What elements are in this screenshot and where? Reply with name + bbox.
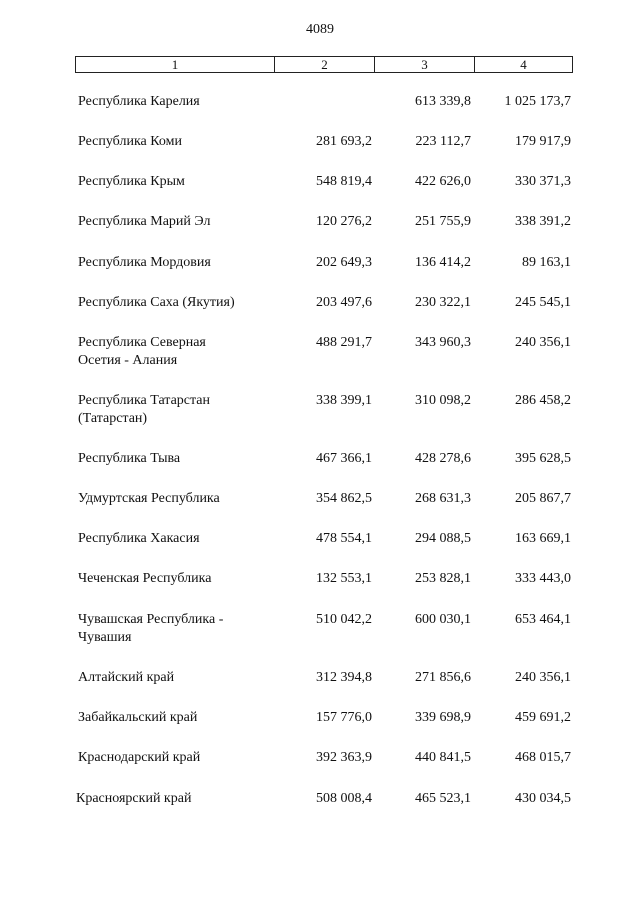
region-name: Чувашская Республика - Чувашия [78,612,224,645]
value-col-3: 428 278,6 [415,451,471,466]
region-name: Чеченская Республика [78,571,212,586]
value-col-2: 510 042,2 [316,612,372,627]
value-col-2: 338 399,1 [316,393,372,408]
region-name: Республика Тыва [78,451,181,466]
value-col-2: 157 776,0 [316,710,372,725]
value-col-2: 354 862,5 [316,491,372,506]
value-col-4: 163 669,1 [515,531,571,546]
value-col-4: 430 034,5 [515,791,571,806]
value-col-4: 653 464,1 [515,612,571,627]
column-header-3: 3 [375,57,475,72]
value-col-4: 338 391,2 [515,214,571,229]
value-col-4: 1 025 173,7 [504,94,571,109]
value-col-3: 136 414,2 [415,255,471,270]
region-name: Республика Коми [78,134,182,149]
value-col-2: 548 819,4 [316,174,372,189]
value-col-3: 440 841,5 [415,750,471,765]
value-col-3: 253 828,1 [415,571,471,586]
column-header-2: 2 [275,57,375,72]
value-col-3: 465 523,1 [415,791,471,806]
page-number: 4089 [306,22,334,37]
value-col-4: 395 628,5 [515,451,571,466]
region-name: Республика Марий Эл [78,214,211,229]
region-name: Республика Татарстан (Татарстан) [78,393,211,426]
region-name: Республика Крым [78,174,185,189]
region-name: Республика Мордовия [78,255,211,270]
region-name: Краснодарский край [78,750,201,765]
value-col-2: 508 008,4 [316,791,372,806]
value-col-3: 271 856,6 [415,670,471,685]
value-col-2: 132 553,1 [316,571,372,586]
value-col-4: 89 163,1 [522,255,571,270]
value-col-3: 268 631,3 [415,491,471,506]
region-name: Алтайский край [78,670,175,685]
value-col-2: 203 497,6 [316,295,372,310]
value-col-3: 613 339,8 [415,94,471,109]
table-header [75,56,573,73]
column-header-4: 4 [520,57,527,72]
value-col-3: 600 030,1 [415,612,471,627]
value-col-4: 245 545,1 [515,295,571,310]
region-name: Республика Карелия [78,94,200,109]
value-col-4: 333 443,0 [515,571,571,586]
value-col-4: 468 015,7 [515,750,571,765]
value-col-4: 330 371,3 [515,174,571,189]
region-name: Республика Хакасия [78,531,200,546]
value-col-3: 251 755,9 [415,214,471,229]
value-col-3: 294 088,5 [415,531,471,546]
region-name: Удмуртская Республика [78,491,220,506]
value-col-4: 205 867,7 [515,491,571,506]
value-col-2: 281 693,2 [316,134,372,149]
value-col-2: 202 649,3 [316,255,372,270]
value-col-2: 478 554,1 [316,531,372,546]
region-name: Красноярский край [76,791,192,806]
value-col-2: 312 394,8 [316,670,372,685]
region-name: Республика Саха (Якутия) [78,295,235,310]
column-header-1: 1 [76,57,275,72]
value-col-3: 223 112,7 [415,134,471,149]
value-col-3: 422 626,0 [415,174,471,189]
value-col-3: 230 322,1 [415,295,471,310]
value-col-4: 240 356,1 [515,670,571,685]
value-col-2: 392 363,9 [316,750,372,765]
value-col-3: 343 960,3 [415,335,471,350]
region-name: Республика Северная Осетия - Алания [78,335,206,368]
region-name: Забайкальский край [78,710,198,725]
value-col-3: 310 098,2 [415,393,471,408]
value-col-3: 339 698,9 [415,710,471,725]
value-col-4: 459 691,2 [515,710,571,725]
value-col-2: 120 276,2 [316,214,372,229]
value-col-4: 240 356,1 [515,335,571,350]
value-col-2: 467 366,1 [316,451,372,466]
value-col-4: 179 917,9 [515,134,571,149]
value-col-4: 286 458,2 [515,393,571,408]
value-col-2: 488 291,7 [316,335,372,350]
